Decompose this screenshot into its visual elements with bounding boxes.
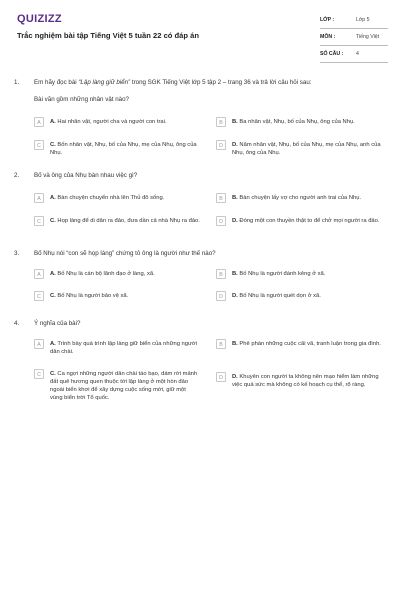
option-box[interactable]: C — [34, 369, 44, 379]
option-text: B. Ba nhân vật, Nhụ, bố của Nhụ, ông của Nhụ. — [232, 119, 355, 125]
option-box[interactable]: A — [34, 193, 44, 203]
question-text: Bố Nhụ nói “con sẽ họp làng” chứng tỏ ông là người như thế nào? — [34, 250, 216, 257]
option-text: C. Họp làng để di dân ra đảo, đưa dần cả nhà Nhụ ra đảo. — [50, 218, 200, 224]
option-text: A. Hai nhân vật, người cha và người con trai. — [50, 119, 167, 125]
option-text: D. Khuyên con người ta không nên mạo hiểm làm những việc quá sức mà không có kế hoạch cụ thể, rõ ràng. — [232, 374, 379, 388]
option-text: B. Bàn chuyện lấy vợ cho người anh trai của Nhụ. — [232, 195, 362, 201]
option-box[interactable]: D — [216, 372, 226, 382]
option-text: B. Phê phán những cuộc cãi vã, tranh luận trong gia đình. — [232, 341, 381, 347]
option-box[interactable]: B — [216, 193, 226, 203]
question-number: 2. — [14, 172, 20, 179]
page-title: Trắc nghiệm bài tập Tiếng Việt 5 tuần 22 có đáp án — [17, 31, 200, 40]
meta-value: Lớp 5 — [356, 17, 370, 23]
option-box[interactable]: C — [34, 291, 44, 301]
option-text: A. Bàn chuyện chuyển nhà lên Thủ đô sống. — [50, 195, 165, 201]
option-box[interactable]: A — [34, 339, 44, 349]
meta-value: 4 — [356, 51, 359, 57]
option-box[interactable]: B — [216, 339, 226, 349]
option-text: D. Năm nhân vật, Nhụ, bố của Nhụ, mẹ của Nhụ, anh của Nhụ, ông của Nhụ. — [232, 142, 381, 156]
question-number: 4. — [14, 320, 20, 327]
option-box[interactable]: C — [34, 216, 44, 226]
meta-row-subject — [320, 29, 388, 46]
question-subtext: Bài văn gồm những nhân vật nào? — [34, 96, 129, 103]
option-box[interactable]: D — [216, 291, 226, 301]
question-text: Ý nghĩa của bài? — [34, 320, 81, 327]
option-box[interactable]: C — [34, 140, 44, 150]
question-number: 1. — [14, 79, 20, 86]
option-text: B. Bố Nhụ là người đánh kẻng ở xã. — [232, 271, 326, 277]
option-box[interactable]: B — [216, 269, 226, 279]
meta-label: LỚP : — [320, 17, 335, 23]
option-text: A. Trình bày quá trình lập làng giữ biển của những người dân chài. — [50, 341, 197, 355]
question-number: 3. — [14, 250, 20, 257]
option-text: C. Ca ngợi những người dân chài táo bạo, dám rời mảnh đất quê hương quen thuộc tới lập làng ở một hòn đảo ngoài biển khơi để xây dựng cuộc sống mới, giữ một vùng biển trời Tổ quốc. — [50, 371, 198, 401]
question-text-italic: “Lập làng giữ biển” — [78, 79, 131, 86]
question-text-after: trong SGK Tiếng Việt lớp 5 tập 2 – trang 36 và trả lời câu hỏi sau: — [130, 79, 312, 86]
option-box[interactable]: B — [216, 117, 226, 127]
question-text — [34, 79, 384, 87]
option-text: C. Bố Nhụ là người bảo vệ xã. — [50, 293, 129, 299]
meta-row-count — [320, 46, 388, 63]
option-box[interactable]: D — [216, 216, 226, 226]
meta-value: Tiếng Việt — [356, 34, 380, 40]
meta-label: MÔN : — [320, 34, 336, 40]
question-text: Bố và ông của Nhụ bàn nhau việc gì? — [34, 172, 138, 179]
option-text: C. Bốn nhân vật, Nhụ, bố của Nhụ, mẹ của Nhụ, ông của Nhụ. — [50, 142, 197, 156]
quizizz-logo: QUIZIZZ — [17, 13, 62, 25]
option-box[interactable]: A — [34, 117, 44, 127]
meta-row-class — [320, 12, 388, 29]
option-text: D. Bố Nhụ là người quét dọn ở xã. — [232, 293, 321, 299]
meta-label: SỐ CÂU : — [320, 51, 344, 57]
option-text: D. Đóng một con thuyền thật to để chở mọi người ra đảo. — [232, 218, 380, 224]
meta-table — [320, 12, 388, 63]
question-text-before: Em hãy đọc bài — [34, 79, 79, 86]
option-text: A. Bố Nhụ là cán bộ lãnh đạo ở làng, xã. — [50, 271, 155, 277]
option-box[interactable]: A — [34, 269, 44, 279]
option-box[interactable]: D — [216, 140, 226, 150]
